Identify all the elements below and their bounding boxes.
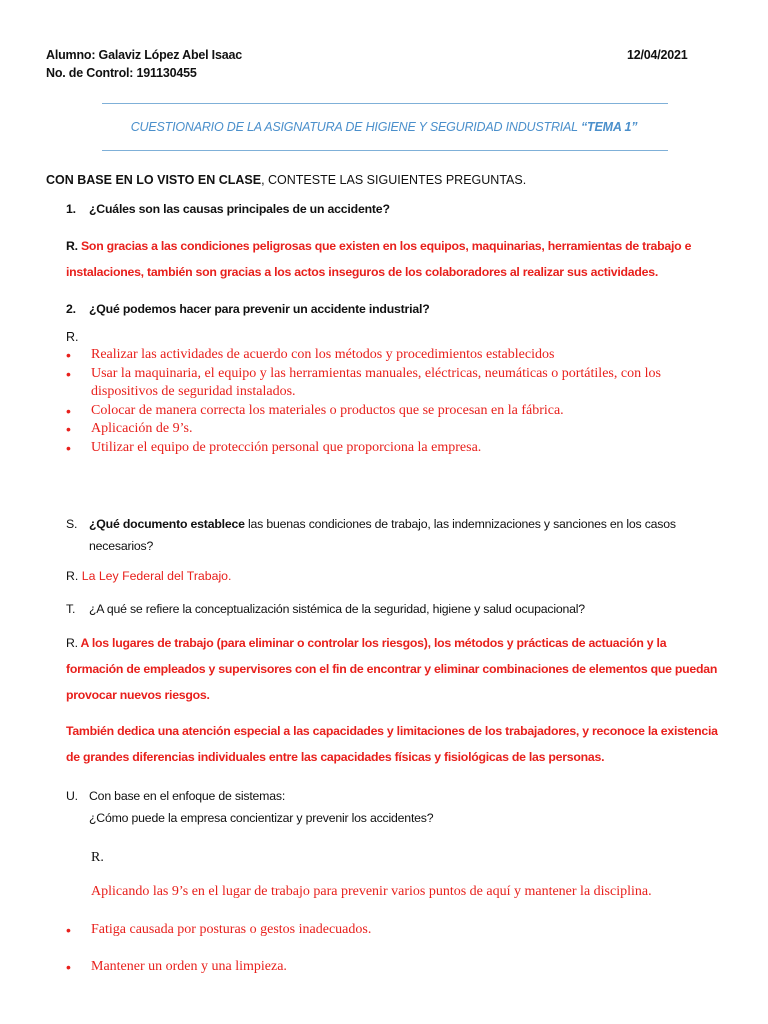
list-item: • Colocar de manera correcta los materiales o productos que se procesan en la fábrica. (66, 402, 564, 419)
student-name: Alumno: Galaviz López Abel Isaac (46, 48, 242, 62)
answer-u-label: R. (91, 850, 104, 865)
document-date: 12/04/2021 (627, 48, 688, 62)
list-item: • Fatiga causada por posturas o gestos inadecuados. (66, 922, 372, 938)
answer-u: Aplicando las 9’s en el lugar de trabajo para prevenir varios puntos de aquí y mantener la disciplina. (91, 884, 652, 899)
list-item-continuation: dispositivos de seguridad instalados. (91, 384, 296, 399)
document-title: CUESTIONARIO DE LA ASIGNATURA DE HIGIENE Y SEGURIDAD INDUSTRIAL “TEMA 1” (130, 120, 638, 134)
title-rule-top (102, 103, 668, 104)
answer-s: R. La Ley Federal del Trabajo. (66, 569, 232, 583)
list-item: • Utilizar el equipo de protección personal que proporciona la empresa. (66, 439, 482, 456)
answer-t: R. A los lugares de trabajo (para eliminar o controlar los riesgos), los métodos y prácticas de actuación y la formación de empleados y supervisores con el fin de encontrar y eliminar combinaciones de elementos que puedan provocar nuevos riesgos. También dedica una atención especial a las capacidades y limitaciones de los trabajadores, y reconoce la existencia de grandes diferencias individuales entre las capacidades físicas y fisiológicas de las personas. (66, 636, 718, 764)
answer-2-label: R. (66, 330, 79, 344)
answer-1: R. Son gracias a las condiciones peligrosas que existen en los equipos, maquinarias, herramientas de trabajo e instalaciones, también son gracias a los actos inseguros de los colaboradores al realizar sus actividades. (66, 239, 692, 279)
list-item: • Mantener un orden y una limpieza. (66, 959, 287, 975)
list-item: • Aplicación de 9’s. (66, 421, 193, 437)
title-rule-bottom (102, 150, 668, 151)
list-item: • Usar la maquinaria, el equipo y las herramientas manuales, eléctricas, neumáticas o portátiles, con los (66, 365, 661, 382)
list-item: • Realizar las actividades de acuerdo con los métodos y procedimientos establecidos (66, 347, 555, 363)
instructions: CON BASE EN LO VISTO EN CLASE, CONTESTE LAS SIGUIENTES PREGUNTAS. (46, 173, 527, 187)
answer-u-list (0, 921, 768, 977)
control-number: No. de Control: 191130455 (46, 66, 197, 80)
answer-2-list (0, 346, 768, 457)
